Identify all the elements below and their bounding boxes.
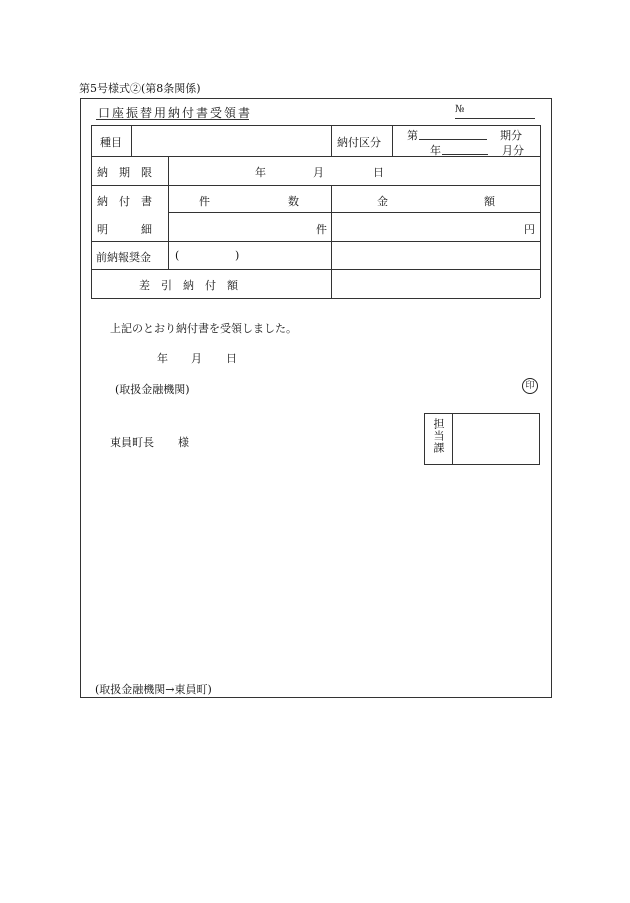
prepaid-close-paren: ) bbox=[235, 249, 240, 262]
label-column-divider bbox=[168, 156, 169, 269]
period-suffix: 期分 bbox=[500, 129, 522, 142]
amount-unit: 円 bbox=[524, 223, 535, 236]
addressee-honorific: 様 bbox=[178, 436, 189, 449]
institution-label: (取扱金融機関) bbox=[115, 383, 190, 396]
form-id: 第5号様式②(第8条関係) bbox=[79, 82, 201, 95]
difference-label: 差 引 納 付 額 bbox=[139, 279, 238, 292]
routing-note: (取扱金融機関→東員町) bbox=[95, 683, 212, 696]
due-month: 月 bbox=[313, 166, 324, 179]
type-label: 種目 bbox=[100, 136, 122, 149]
category-divider-a bbox=[331, 125, 332, 156]
seal-icon: 印 bbox=[522, 378, 538, 394]
due-day: 日 bbox=[373, 166, 384, 179]
table-right bbox=[540, 125, 541, 298]
number-label: № bbox=[455, 104, 465, 115]
category-divider-b bbox=[392, 125, 393, 156]
count-header-a: 件 bbox=[199, 195, 210, 208]
amount-header-b: 額 bbox=[484, 195, 495, 208]
month-underline bbox=[442, 154, 488, 155]
table-row-line-2 bbox=[91, 185, 540, 186]
table-row-line-5 bbox=[91, 269, 540, 270]
table-row-line-1 bbox=[91, 156, 540, 157]
prepaid-open-paren: ( bbox=[175, 249, 180, 262]
title-underline bbox=[96, 119, 249, 120]
count-unit: 件 bbox=[316, 223, 327, 236]
table-left bbox=[91, 125, 92, 298]
detail-label-top: 納 付 書 bbox=[97, 195, 152, 208]
detail-label-bottom: 明 細 bbox=[97, 223, 152, 236]
date-year: 年 bbox=[157, 352, 168, 365]
month-suffix: 月分 bbox=[502, 144, 524, 157]
addressee-name: 東員町長 bbox=[110, 436, 154, 449]
table-bottom bbox=[91, 298, 540, 299]
form-frame bbox=[80, 98, 552, 698]
date-day: 日 bbox=[226, 352, 237, 365]
due-label: 納 期 限 bbox=[97, 166, 152, 179]
count-header-b: 数 bbox=[288, 195, 299, 208]
type-value[interactable] bbox=[140, 134, 325, 150]
due-year: 年 bbox=[255, 166, 266, 179]
section-box-divider bbox=[452, 413, 453, 465]
table-top bbox=[91, 125, 540, 126]
period-underline bbox=[419, 139, 487, 140]
number-underline bbox=[455, 118, 535, 119]
amount-header-a: 金 bbox=[377, 195, 388, 208]
section-box-label: 担当課 bbox=[432, 418, 445, 454]
table-row-line-4 bbox=[91, 241, 540, 242]
year-suffix: 年 bbox=[430, 144, 441, 157]
prepaid-label: 前納報奨金 bbox=[96, 251, 151, 264]
receipt-text: 上記のとおり納付書を受領しました。 bbox=[110, 322, 297, 335]
form-title: 口座振替用納付書受領書 bbox=[98, 106, 253, 120]
amount-column-divider bbox=[331, 185, 332, 298]
type-divider bbox=[131, 125, 132, 156]
date-month: 月 bbox=[191, 352, 202, 365]
category-label: 納付区分 bbox=[337, 136, 381, 149]
table-row-line-3 bbox=[168, 212, 540, 213]
period-prefix: 第 bbox=[407, 129, 418, 142]
